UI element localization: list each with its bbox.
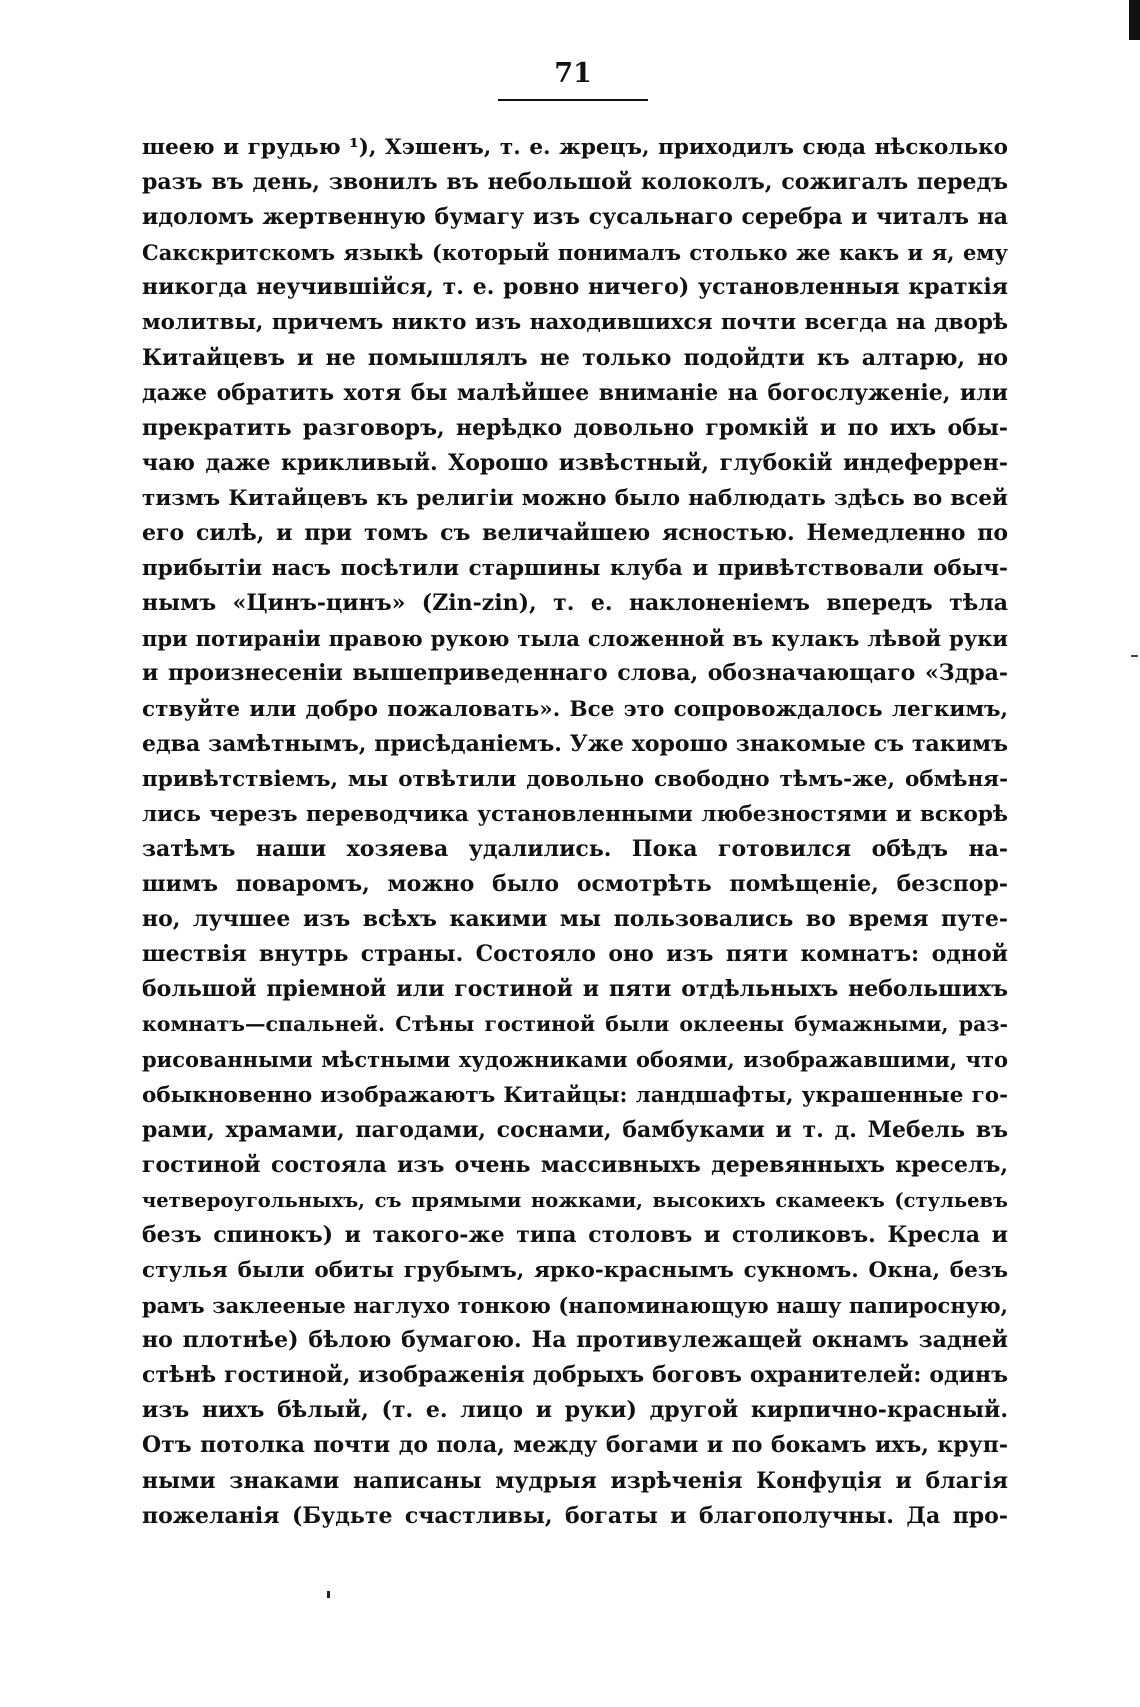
text-line: и произнесеніи вышеприведеннаго слова, обозначающаго «Здра-	[142, 660, 1008, 687]
text-line: пожеланія (Будьте счастливы, богаты и благополучны. Да про-	[142, 1502, 1008, 1529]
text-line: чаю даже крикливый. Хорошо извѣстный, глубокій индеферрен-	[142, 449, 1008, 476]
stray-ink-mark	[327, 1591, 330, 1598]
margin-mark	[1131, 655, 1138, 657]
text-line: привѣтствіемъ, мы отвѣтили довольно свободно тѣмъ-же, обмѣня-	[142, 766, 1008, 792]
text-line: обыкновенно изображаютъ Китайцы: ландшафты, украшенные го-	[142, 1082, 1008, 1108]
text-line: даже обратить хотя бы малѣйшее вниманіе на богослуженіе, или	[142, 379, 1008, 406]
text-line: его силѣ, и при томъ съ величайшею ясностью. Немедленно по	[142, 520, 1008, 547]
text-line: стулья были обиты грубымъ, ярко-краснымъ сукномъ. Окна, безъ	[142, 1258, 1008, 1283]
text-line: лись черезъ переводчика установленными любезностями и вскорѣ	[142, 801, 1008, 827]
text-line: большой пріемной или гостиной и пяти отдѣльныхъ небольшихъ	[142, 976, 1008, 1003]
text-line: разъ въ день, звонилъ въ небольшой колоколъ, сожигалъ передъ	[142, 169, 1008, 196]
text-line: нымъ «Цинъ-цинъ» (Zin-zin), т. е. наклоненіемъ впередъ тѣла	[142, 590, 1008, 617]
text-line: шимъ поваромъ, можно было осмотрѣть помѣщеніе, безспор-	[142, 870, 1008, 897]
text-line: комнатъ—спальней. Стѣны гостиной были оклеены бумажными, раз-	[142, 1012, 1008, 1037]
text-line: прекратить разговоръ, нерѣдко довольно громкій и по ихъ обы-	[142, 414, 1008, 441]
text-line: при потираніи правою рукою тыла сложенной въ кулакъ лѣвой руки	[142, 626, 1008, 652]
text-line: шеею и грудью ¹), Хэшенъ, т. е. жрецъ, приходилъ сюда нѣсколько	[142, 135, 1008, 160]
scan-edge-mark	[1129, 0, 1140, 40]
text-line: рисованными мѣстными художниками обоями, изображавшими, что	[142, 1047, 1008, 1073]
text-line: но, лучшее изъ всѣхъ какими мы пользовались во время путе-	[142, 906, 1008, 933]
text-line: Китайцевъ и не помышлялъ не только подойдти къ алтарю, но	[142, 344, 1008, 371]
text-line: но плотнѣе) бѣлою бумагою. На противулежащей окнамъ задней	[142, 1327, 1008, 1354]
body-text	[142, 130, 1008, 1534]
page-number: 71	[554, 58, 592, 89]
text-line: идоломъ жертвенную бумагу изъ сусальнаго серебра и читалъ на	[142, 204, 1008, 231]
page-number-rule	[498, 99, 648, 101]
text-line: шествія внутрь страны. Состояло оно изъ пяти комнатъ: одной	[142, 941, 1008, 968]
text-line: Сакскритскомъ языкѣ (который понималъ столько же какъ и я, ему	[142, 240, 1008, 266]
text-line: безъ спинокъ) и такого-же типа столовъ и столиковъ. Кресла и	[142, 1221, 1008, 1248]
text-line: рами, храмами, пагодами, соснами, бамбуками и т. д. Мебель въ	[142, 1116, 1008, 1143]
text-line: четвероугольныхъ, съ прямыми ножками, высокихъ скамеекъ (стульевъ	[142, 1188, 1008, 1212]
text-line: едва замѣтнымъ, присѣданіемъ. Уже хорошо знакомые съ такимъ	[142, 730, 1008, 757]
text-line: молитвы, причемъ никто изъ находившихся почти всегда на дворѣ	[142, 310, 1008, 336]
text-line: никогда неучившійся, т. е. ровно ничего) установленныя краткія	[142, 274, 1008, 301]
text-line: изъ нихъ бѣлый, (т. е. лицо и руки) другой кирпично-красный.	[142, 1397, 1008, 1424]
text-line: гостиной состояла изъ очень массивныхъ деревянныхъ креселъ,	[142, 1151, 1008, 1178]
text-line: рамъ заклееные наглухо тонкою (напоминающую нашу папиросную,	[142, 1293, 1008, 1319]
text-line: стѣнѣ гостиной, изображенія добрыхъ боговъ охранителей: одинъ	[142, 1362, 1008, 1389]
text-line: ными знаками написаны мудрыя изрѣченія Конфуція и благія	[142, 1467, 1008, 1494]
text-line: Отъ потолка почти до пола, между богами и по бокамъ ихъ, круп-	[142, 1432, 1008, 1459]
text-line: прибытіи насъ посѣтили старшины клуба и привѣтствовали обыч-	[142, 556, 1008, 582]
text-line: тизмъ Китайцевъ къ религіи можно было наблюдать здѣсь во всей	[142, 485, 1008, 511]
text-line: ствуйте или добро пожаловать». Все это сопровождалось легкимъ,	[142, 696, 1008, 722]
text-line: затѣмъ наши хозяева удалились. Пока готовился обѣдъ на-	[142, 835, 1008, 862]
